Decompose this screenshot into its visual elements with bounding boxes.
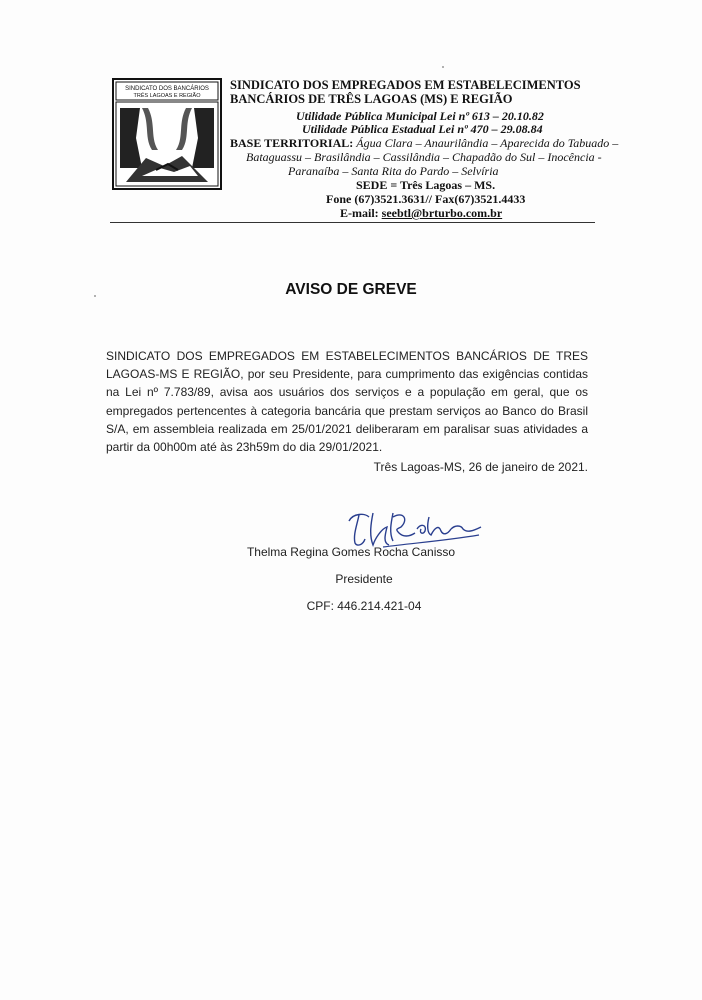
phone-fax-line: Fone (67)3521.3631// Fax(67)3521.4433 [326, 192, 526, 206]
union-logo [112, 78, 222, 190]
date-line: Três Lagoas-MS, 26 de janeiro de 2021. [373, 460, 588, 474]
logo-text-line1: SINDICATO DOS BANCÁRIOS [125, 86, 209, 92]
org-name [230, 78, 630, 106]
sede-line: SEDE = Três Lagoas – MS. [356, 178, 496, 192]
email-label: E-mail: [340, 206, 382, 220]
signatory-cpf: CPF: 446.214.421-04 [306, 599, 422, 613]
notice-body: SINDICATO DOS EMPREGADOS EM ESTABELECIMENTOS BANCÁRIOS DE TRES LAGOAS-MS E REGIÃO, por seu Presidente, para cumprimento das exigências contidas na Lei nº 7.783/89, avisa aos usuários dos serviços e a população em geral, que os empregados pertencentes à categoria bancária que prestam serviços ao Banco do Brasil S/A, em assembleia realizada em 25/01/2021 deliberaram em paralisar suas atividades a partir da 00h00m até às 23h59m do dia 29/01/2021. [106, 349, 588, 455]
base-cities-3: Paranaíba – Santa Rita do Pardo – Selvíria [288, 164, 499, 178]
union-logo-graphic [112, 78, 222, 190]
email-line [340, 206, 502, 220]
utilidade-municipal: Utilidade Pública Municipal Lei nº 613 – 20.10.82 [296, 109, 544, 123]
base-cities-2: Bataguassu – Brasilândia – Cassilândia – Chapadão do Sul – Inocência - [246, 150, 602, 164]
logo-text-line2: TRÊS LAGOAS E REGIÃO [133, 93, 201, 99]
base-territorial-line1 [230, 136, 618, 150]
letterhead-divider [110, 222, 595, 223]
email-link[interactable]: seebtl@brturbo.com.br [381, 206, 503, 220]
signatory-name: Thelma Regina Gomes Rocha Canisso [246, 545, 456, 559]
utilidade-estadual: Utilidade Pública Estadual Lei nº 470 – 29.08.84 [302, 122, 543, 136]
scan-speck [442, 66, 444, 68]
base-cities-1: Água Clara – Anaurilândia – Aparecida do Tabuado – [356, 136, 619, 150]
document-title: AVISO DE GREVE [285, 281, 417, 298]
signatory-role: Presidente [335, 572, 393, 586]
org-name-line2: BANCÁRIOS DE TRÊS LAGOAS (MS) E REGIÃO [230, 92, 513, 106]
org-name-line1: SINDICATO DOS EMPREGADOS EM ESTABELECIMENTOS [230, 78, 581, 92]
scan-speck [94, 295, 96, 297]
base-label: BASE TERRITORIAL: [230, 136, 354, 150]
